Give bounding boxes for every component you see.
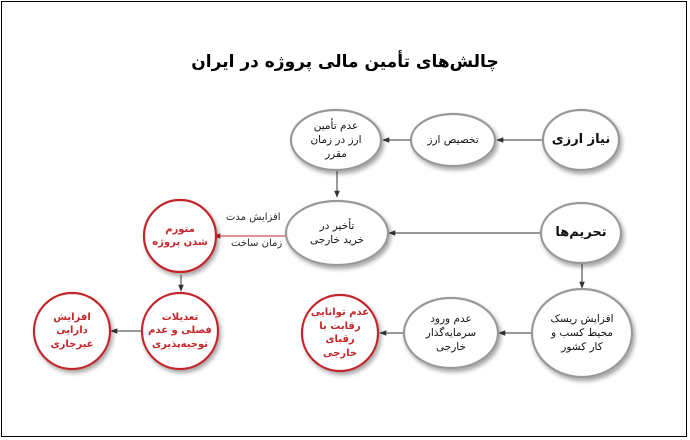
label-business-risk: افزایش ریسک محیط کسب و کار کشور [550, 312, 614, 354]
label-foreign-investor: عدم ورود سرمایه‌گذار خارجی [425, 312, 477, 354]
diagram-title: چالش‌های تأمین مالی پروژه در ایران [191, 52, 499, 72]
label-purchase-delay: تأخیر در خرید خارجی [309, 219, 365, 246]
label-currency-allocation: تخصیص ارز [427, 133, 479, 146]
label-seasonal-adjustments: تعدیلات فصلی و عدم توجیه‌پذیری [148, 311, 212, 350]
label-intangible-assets: افزایش دارایی غیرجاری [50, 311, 94, 350]
label-stalled-project: متورم شدن پروژه [152, 223, 208, 248]
label-sanctions: تحریم‌ها [555, 225, 607, 241]
label-currency-need: نیاز ارزی [551, 132, 611, 148]
edge-label-lower: زمان ساخت [231, 238, 283, 249]
label-competition: عدم توانایی رقابت با رقبای خارجی [310, 307, 370, 359]
label-untimely-currency: عدم تأمین ارز در زمان مقرر [310, 119, 362, 161]
edge-label-upper: افزایش مدت [226, 212, 281, 223]
